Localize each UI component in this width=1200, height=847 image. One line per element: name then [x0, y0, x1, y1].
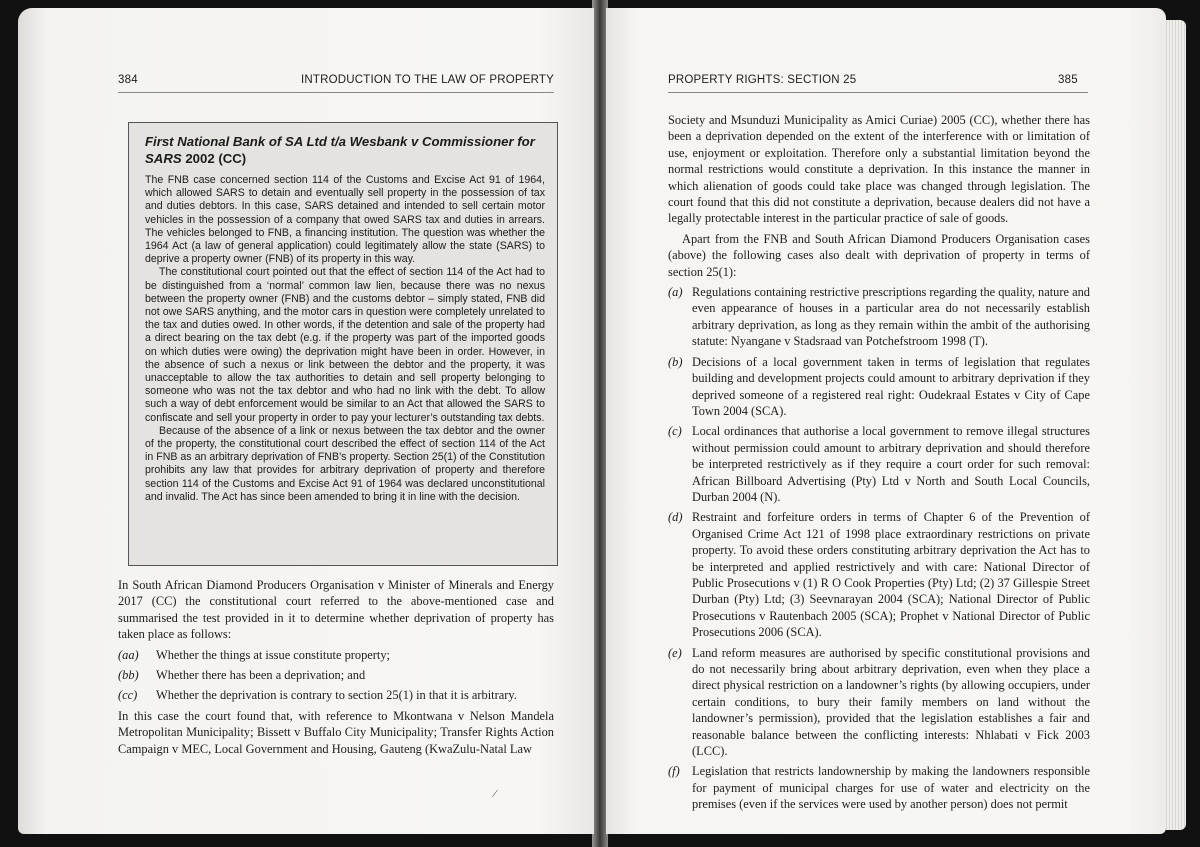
list-item	[118, 647, 554, 663]
closing-paragraph: In this case the court found that, with reference to Mkontwana v Nelson Mandela Metropolitan Municipality; Bissett v Buffalo City Municipality; Transfer Rights Action Campaign v MEC, Local Government and Housing, Gauteng (KwaZulu-Natal Law	[118, 708, 554, 756]
left-running-head: INTRODUCTION TO THE LAW OF PROPERTY	[301, 74, 554, 86]
list-item-text: Restraint and forfeiture orders in terms of Chapter 6 of the Prevention of Organised Crime Act 121 of 1998 place extraordinary restrictions on private property. To avoid these orders constituting arbitrary deprivation the Act has to be interpreted and applied restrictively and with care: National Director of Public Prosecutions v (1) R O Cook Properties (Pty) Ltd; (2) 37 Gillespie Street Durban (Pty) Ltd; (3) Seevnarayan 2004 (SCA); National Director of Public Prosecutions v Rautenbach 2005 (SCA); Prophet v National Director of Public Prosecutions 2006 (SCA).	[692, 510, 1090, 640]
list-item-label: (f)	[668, 764, 680, 779]
list-item	[668, 423, 1090, 505]
list-item-label: (cc)	[118, 688, 138, 703]
page-mark: ⁄	[494, 788, 496, 800]
list-item	[118, 687, 554, 703]
list-item-text: Local ordinances that authorise a local government to remove illegal structures without permission could amount to arbitrary deprivation and should therefore be interpreted restrictively as if they require a court order for such removal: African Billboard Advertising (Pty) Ltd v North and South Local Councils, Durban 2004 (N).	[692, 424, 1090, 504]
list-item	[668, 354, 1090, 420]
right-page-number: 385	[1058, 74, 1078, 86]
list-item-label: (b)	[668, 354, 683, 369]
case-box-paragraph: The FNB case concerned section 114 of the Customs and Excise Act 91 of 1964, which allowed SARS to detain and eventually sell property in the possession of tax and duties debtors. In this case, SARS detained and intended to sell certain motor vehicles in the possession of a company that owed SARS tax and duties in arrears. The vehicles belonged to FNB, a financing institution. The question was whether the 1964 Act (a law of general application) could legitimately allow the state (SARS) to deprive a property owner (FNB) of its property in this way.	[145, 174, 545, 266]
list-item	[118, 667, 554, 683]
left-page-number: 384	[118, 74, 138, 86]
list-item	[668, 763, 1090, 812]
list-item-label: (a)	[668, 285, 683, 300]
case-box-paragraph: Because of the absence of a link or nexus between the tax debtor and the owner of the property, the constitutional court described the effect of section 114 of the Act in FNB as an arbitrary deprivation of FNB’s property. Section 25(1) of the Constitution prohibits any law that provides for arbitrary deprivation of property and therefore section 114 of the Customs and Excise Act 91 of 1964 was declared unconstitutional and invalid. The Act has since been amended to bring it in line with the decision.	[145, 424, 545, 503]
continuation-paragraph: Society and Msunduzi Municipality as Amici Curiae) 2005 (CC), whether there has been a deprivation depended on the extent of the interference with or limitation of use, enjoyment or exploitation. Therefore only a substantial limitation beyond the normal restrictions would constitute a deprivation. In this instance the manner in which alienation of goods could take place was changed through legislation. The court found that this did not constitute a deprivation, because dealers did not have a legally protectable interest in the particular practice of sale of goods.	[668, 113, 1090, 226]
list-item-label: (d)	[668, 510, 683, 525]
list-item-label: (bb)	[118, 668, 139, 683]
left-page	[18, 8, 594, 834]
case-box-title	[145, 133, 545, 167]
case-box-paragraph: The constitutional court pointed out that the effect of section 114 of the Act had to be distinguished from a ‘normal’ common law lien, because there was no nexus between the property owner (FNB) and the customs debtor – simply stated, FNB did not owe SARS anything, and the motor cars in question were completely unrelated to the tax and duties owed. In other words, if the detention and sale of the property had a direct bearing on the tax debt (e.g. if the property was part of the imported goods on which duties were owing) the deprivation might have been in order. However, in the absence of such a nexus or link between the debtor and the property, it was unacceptable to allow the tax authorities to detain and sell property belonging to someone who was not the tax debtor and who had no link with the debt. To allow such a way of debt enforcement would be similar to an Act that allowed the SARS to confiscate and sell your property in order to pay your lecturer’s outstanding tax debts.	[145, 266, 545, 424]
list-item-label: (c)	[668, 424, 682, 439]
list-item	[668, 509, 1090, 640]
intro-paragraph: In South African Diamond Producers Organisation v Minister of Minerals and Energy 2017 (CC) the constitutional court referred to the above-mentioned case and summarised the test provided in it to determine whether deprivation of property has taken place as follows:	[118, 578, 554, 642]
list-item-text: Legislation that restricts landownership by making the landowners responsible for payment of municipal charges for use of water and electricity on the premises (even if the services were used by another person) does not permit	[692, 764, 1090, 812]
list-item-text: Whether the deprivation is contrary to section 25(1) in that it is arbitrary.	[156, 688, 517, 703]
case-box	[128, 122, 558, 566]
right-body	[668, 112, 1090, 817]
apart-paragraph: Apart from the FNB and South African Diamond Producers Organisation cases (above) the following cases also dealt with deprivation of property in terms of section 25(1):	[668, 231, 1090, 279]
page-edges	[1166, 20, 1186, 830]
right-page	[606, 8, 1166, 834]
list-item-text: Whether there has been a deprivation; and	[156, 668, 366, 683]
left-header-rule	[118, 92, 554, 93]
case-box-title-year: 2002 (CC)	[185, 151, 247, 166]
list-item-text: Whether the things at issue constitute property;	[156, 647, 390, 662]
list-item-text: Decisions of a local government taken in terms of legislation that regulates building and development projects could amount to arbitrary deprivation if they deprived someone of a registered real right: Oudekraal Estates v City of Cape Town 2004 (SCA).	[692, 354, 1090, 418]
list-item	[668, 645, 1090, 760]
left-body	[118, 577, 554, 761]
list-item-label: (e)	[668, 645, 682, 660]
list-item	[668, 284, 1090, 350]
list-item-label: (aa)	[118, 647, 139, 662]
right-running-head: PROPERTY RIGHTS: SECTION 25	[668, 74, 857, 86]
case-box-title-text: First National Bank of SA Ltd t/a Wesbank v Commissioner for SARS	[145, 134, 535, 166]
right-header-rule	[668, 92, 1088, 93]
list-item-text: Regulations containing restrictive prescriptions regarding the quality, nature and even appearance of houses in a particular area do not necessarily establish arbitrary deprivation, as long as they remain within the ambit of the authorising statute: Nyangane v Stadsraad van Potchefstroom 1998 (T).	[692, 285, 1090, 349]
list-item-text: Land reform measures are authorised by specific constitutional provisions and do not necessarily bring about arbitrary deprivation, even when they place a direct physical restriction on a landowner’s rights (by allowing occupiers, under certain conditions, to bury their family members on land without the landowner’s permission), provided that the legislation establishes a fair and reasonable balance between the conflicting interests: Nhlabati v Fick 2003 (LCC).	[692, 645, 1090, 759]
